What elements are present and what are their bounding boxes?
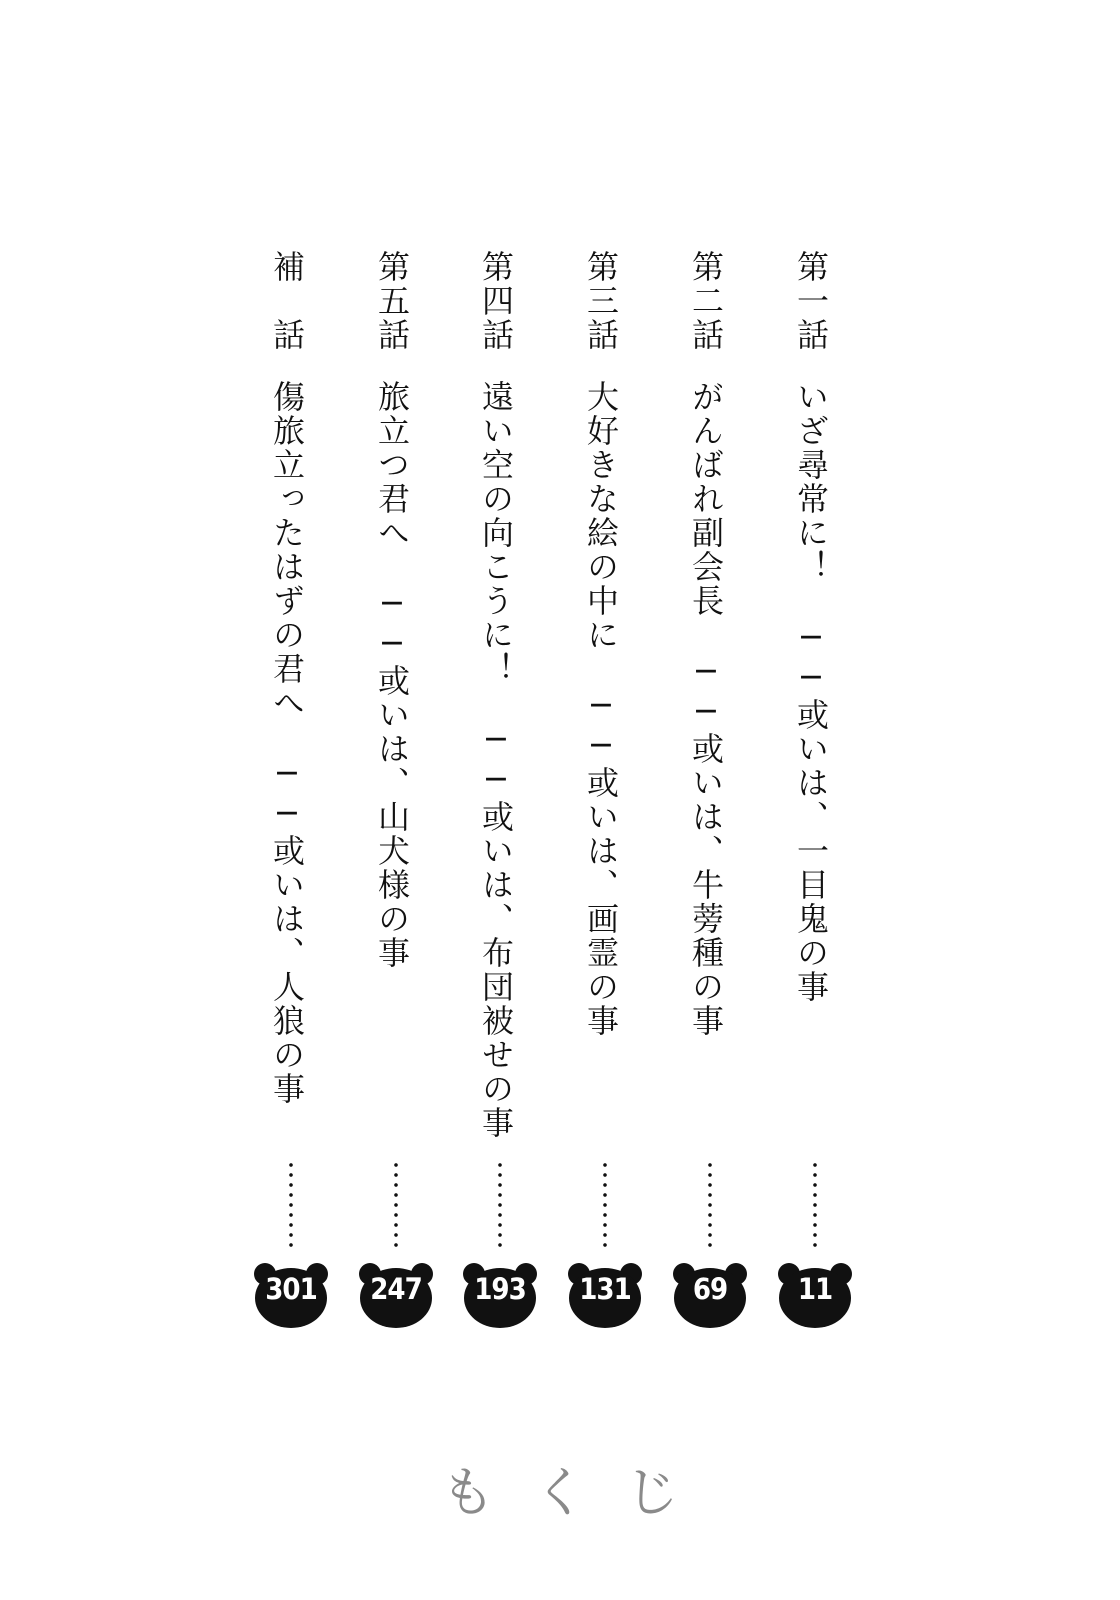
chapter-title: 旅立つ君へ ──或いは、山犬様の事 bbox=[373, 380, 411, 970]
page-number: 69 bbox=[692, 1272, 728, 1306]
leader-dots bbox=[603, 1160, 607, 1252]
toc-entry-1[interactable] bbox=[775, 250, 855, 1330]
page-title: もくじ bbox=[441, 1461, 717, 1524]
toc-entry-3[interactable] bbox=[565, 250, 645, 1330]
toc-entry-2[interactable] bbox=[670, 250, 750, 1330]
page-badge bbox=[460, 1260, 540, 1330]
toc-entry-4[interactable] bbox=[460, 250, 540, 1330]
toc-entry-6[interactable] bbox=[251, 250, 331, 1330]
chapter-title: がんばれ副会長 ──或いは、牛蒡種の事 bbox=[687, 380, 725, 1038]
leader-dots bbox=[289, 1160, 293, 1252]
chapter-title: 傷旅立ったはずの君へ ──或いは、人狼の事 bbox=[268, 380, 306, 1106]
leader-dots bbox=[498, 1160, 502, 1252]
page-number: 247 bbox=[370, 1272, 422, 1306]
page-badge bbox=[356, 1260, 436, 1330]
chapter-title: いざ尋常に！ ──或いは、一目鬼の事 bbox=[792, 380, 830, 1004]
chapter-title: 遠い空の向こうに！ ──或いは、布団被せの事 bbox=[477, 380, 515, 1140]
chapter-title: 大好きな絵の中に ──或いは、画霊の事 bbox=[582, 380, 620, 1038]
chapter-label: 第四話 bbox=[477, 250, 515, 352]
page-number: 301 bbox=[265, 1272, 317, 1306]
chapter-label: 第二話 bbox=[687, 250, 725, 352]
leader-dots bbox=[813, 1160, 817, 1252]
page-number: 193 bbox=[474, 1272, 526, 1306]
page-badge bbox=[670, 1260, 750, 1330]
page-badge bbox=[251, 1260, 331, 1330]
chapter-label: 第三話 bbox=[582, 250, 620, 352]
leader-dots bbox=[708, 1160, 712, 1252]
leader-dots bbox=[394, 1160, 398, 1252]
page-number: 11 bbox=[797, 1272, 833, 1306]
toc-entry-5[interactable] bbox=[356, 250, 436, 1330]
page-number: 131 bbox=[579, 1272, 631, 1306]
chapter-label: 補 話 bbox=[268, 250, 306, 352]
page-badge bbox=[565, 1260, 645, 1330]
page-badge bbox=[775, 1260, 855, 1330]
chapter-label: 第五話 bbox=[373, 250, 411, 352]
chapter-label: 第一話 bbox=[792, 250, 830, 352]
